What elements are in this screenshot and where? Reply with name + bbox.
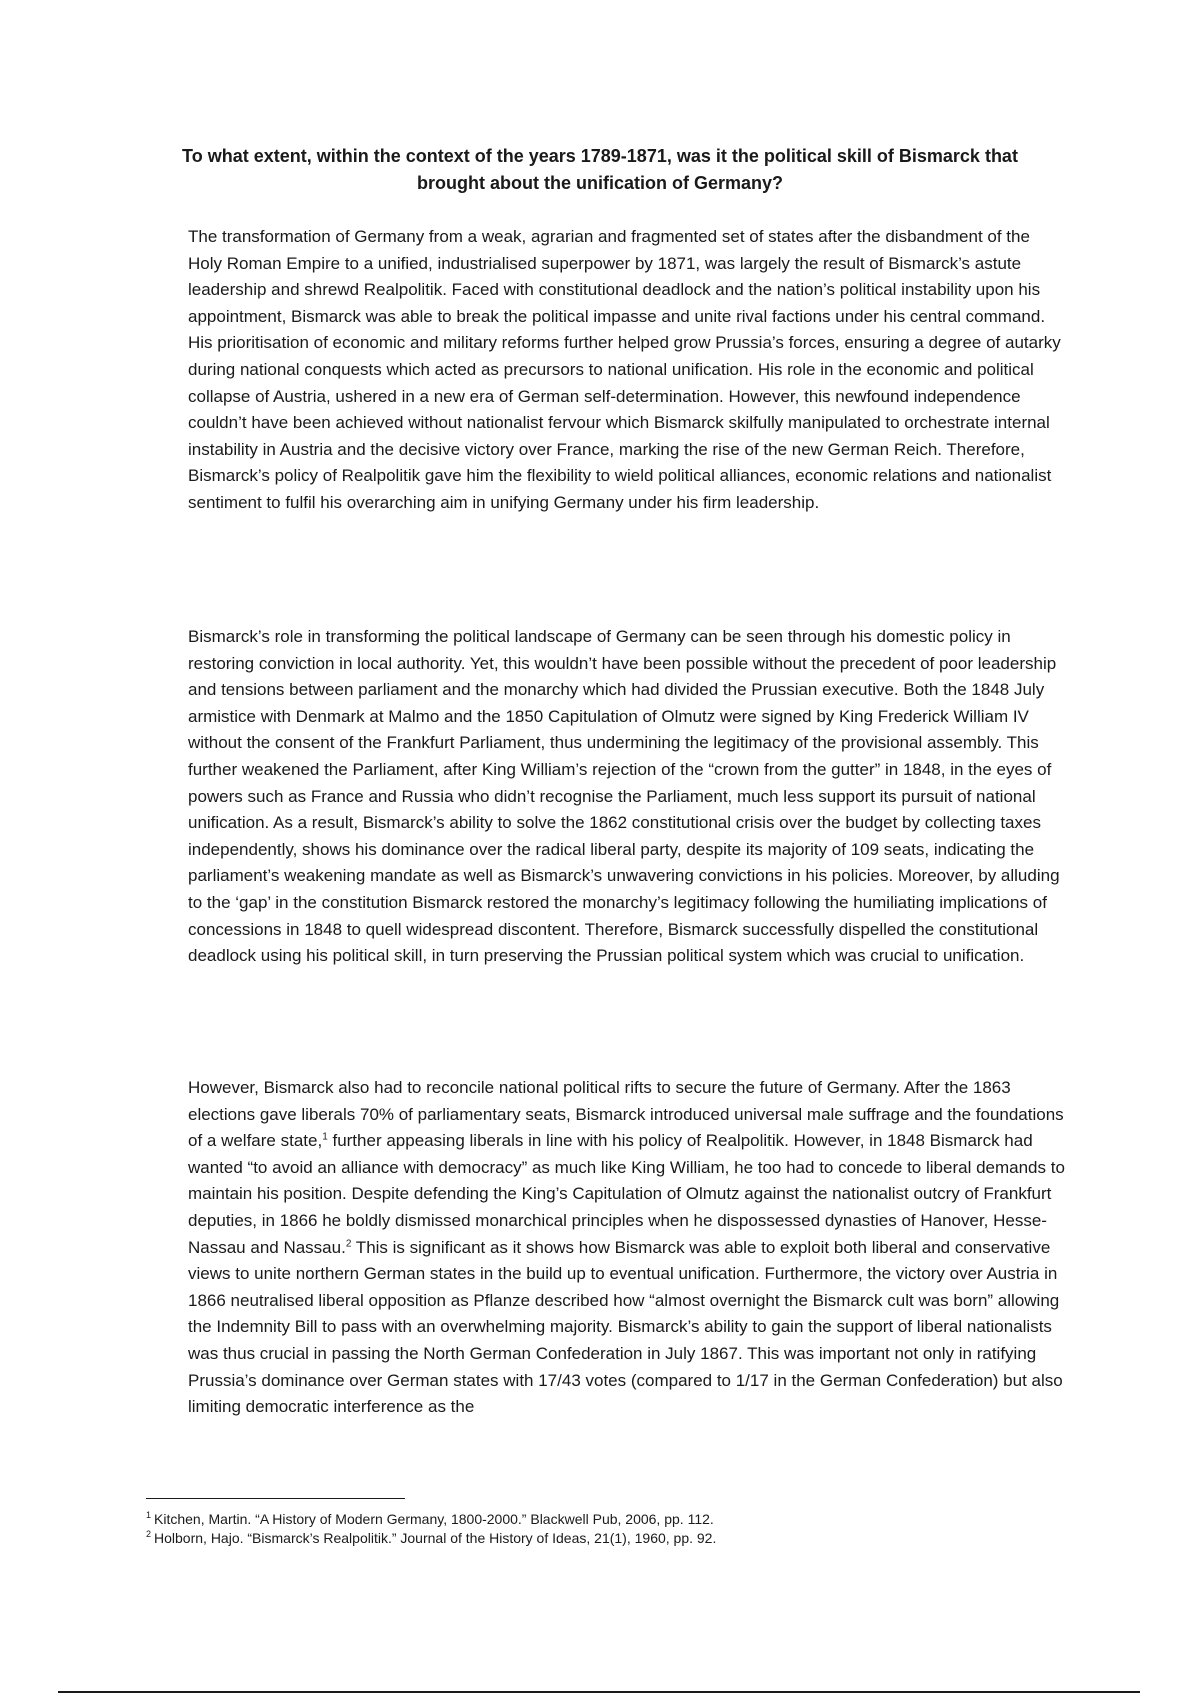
- footnote-separator: [146, 1498, 405, 1499]
- bottom-page-rule: [58, 1691, 1140, 1693]
- paragraph-3-part-1: However, Bismarck also had to reconcile national political rifts to secure the future of Germany. After the 1863 elections gave liberals 70% of parliamentary seats, Bismarck introduced universal male suffrage and the foundations of a welfare state,: [188, 1078, 1064, 1151]
- paragraph-3: [188, 1075, 1066, 1421]
- footnote-2: [146, 1529, 1046, 1548]
- paragraph-1: The transformation of Germany from a weak, agrarian and fragmented set of states after the disbandment of the Holy Roman Empire to a unified, industrialised superpower by 1871, was largely the result of Bismarck’s astute leadership and shrewd Realpolitik. Faced with constitutional deadlock and the nation’s political instability upon his appointment, Bismarck was able to break the political impasse and unite rival factions under his central command. His prioritisation of economic and military reforms further helped grow Prussia’s forces, ensuring a degree of autarky during national conquests which acted as precursors to national unification. His role in the economic and political collapse of Austria, ushered in a new era of German self-determination. However, this newfound independence couldn’t have been achieved without nationalist fervour which Bismarck skilfully manipulated to orchestrate internal instability in Austria and the decisive victory over France, marking the rise of the new German Reich. Therefore, Bismarck’s policy of Realpolitik gave him the flexibility to wield political alliances, economic relations and nationalist sentiment to fulfil his overarching aim in unifying Germany under his firm leadership.: [188, 227, 1061, 512]
- footnote-2-mark: 2: [146, 1529, 152, 1540]
- footnote-ref-1: 1: [322, 1131, 328, 1143]
- paragraph-3-part-3: This is significant as it shows how Bismarck was able to exploit both liberal and conservative views to unite northern German states in the build up to eventual unification. Furthermore, the victory over Austria in 1866 neutralised liberal opposition as Pflanze described how “almost overnight the Bismarck cult was born” allowing the Indemnity Bill to pass with an overwhelming majority. Bismarck’s ability to gain the support of liberal nationalists was thus crucial in passing the North German Confederation in July 1867. This was important not only in ratifying Prussia’s dominance over German states with 17/43 votes (compared to 1/17 in the German Confederation) but also limiting democratic interference as the: [188, 1237, 1063, 1417]
- footnote-1: [146, 1510, 1046, 1529]
- footnote-ref-2: 2: [345, 1237, 352, 1249]
- paragraph-3-part-2: further appeasing liberals in line with his policy of Realpolitik. However, in 1848 Bismarck had wanted “to avoid an alliance with democracy” as much like King William, he too had to concede to liberal demands to maintain his position. Despite defending the King’s Capitulation of Olmutz against the nationalist outcry of Frankfurt deputies, in 1866 he boldly dismissed monarchical principles when he dispossessed dynasties of Hanover, Hesse-Nassau and Nassau.: [188, 1131, 1065, 1257]
- footnote-1-mark: 1: [146, 1510, 152, 1521]
- essay-title: To what extent, within the context of the years 1789-1871, was it the political skill of Bismarck that brought about the unification of Germany?: [182, 146, 1018, 193]
- footnote-1-text: Kitchen, Martin. “A History of Modern Germany, 1800-2000.” Blackwell Pub, 2006, pp. 112.: [154, 1511, 714, 1527]
- footnote-2-text: Holborn, Hajo. “Bismarck’s Realpolitik.” Journal of the History of Ideas, 21(1), 1960, pp. 92.: [154, 1530, 717, 1546]
- paragraph-2: Bismarck’s role in transforming the political landscape of Germany can be seen through his domestic policy in restoring conviction in local authority. Yet, this wouldn’t have been possible without the precedent of poor leadership and tensions between parliament and the monarchy which had divided the Prussian executive. Both the 1848 July armistice with Denmark at Malmo and the 1850 Capitulation of Olmutz were signed by King Frederick William IV without the consent of the Frankfurt Parliament, thus undermining the legitimacy of the provisional assembly. This further weakened the Parliament, after King William’s rejection of the “crown from the gutter” in 1848, in the eyes of powers such as France and Russia who didn’t recognise the Parliament, much less support its pursuit of national unification. As a result, Bismarck’s ability to solve the 1862 constitutional crisis over the budget by collecting taxes independently, shows his dominance over the radical liberal party, despite its majority of 109 seats, indicating the parliament’s weakening mandate as well as Bismarck’s unwavering convictions in his policies. Moreover, by alluding to the ‘gap’ in the constitution Bismarck restored the monarchy’s legitimacy following the humiliating implications of concessions in 1848 to quell widespread discontent. Therefore, Bismarck successfully dispelled the constitutional deadlock using his political skill, in turn preserving the Prussian political system which was crucial to unification.: [188, 627, 1060, 966]
- footnotes: [146, 1510, 1046, 1548]
